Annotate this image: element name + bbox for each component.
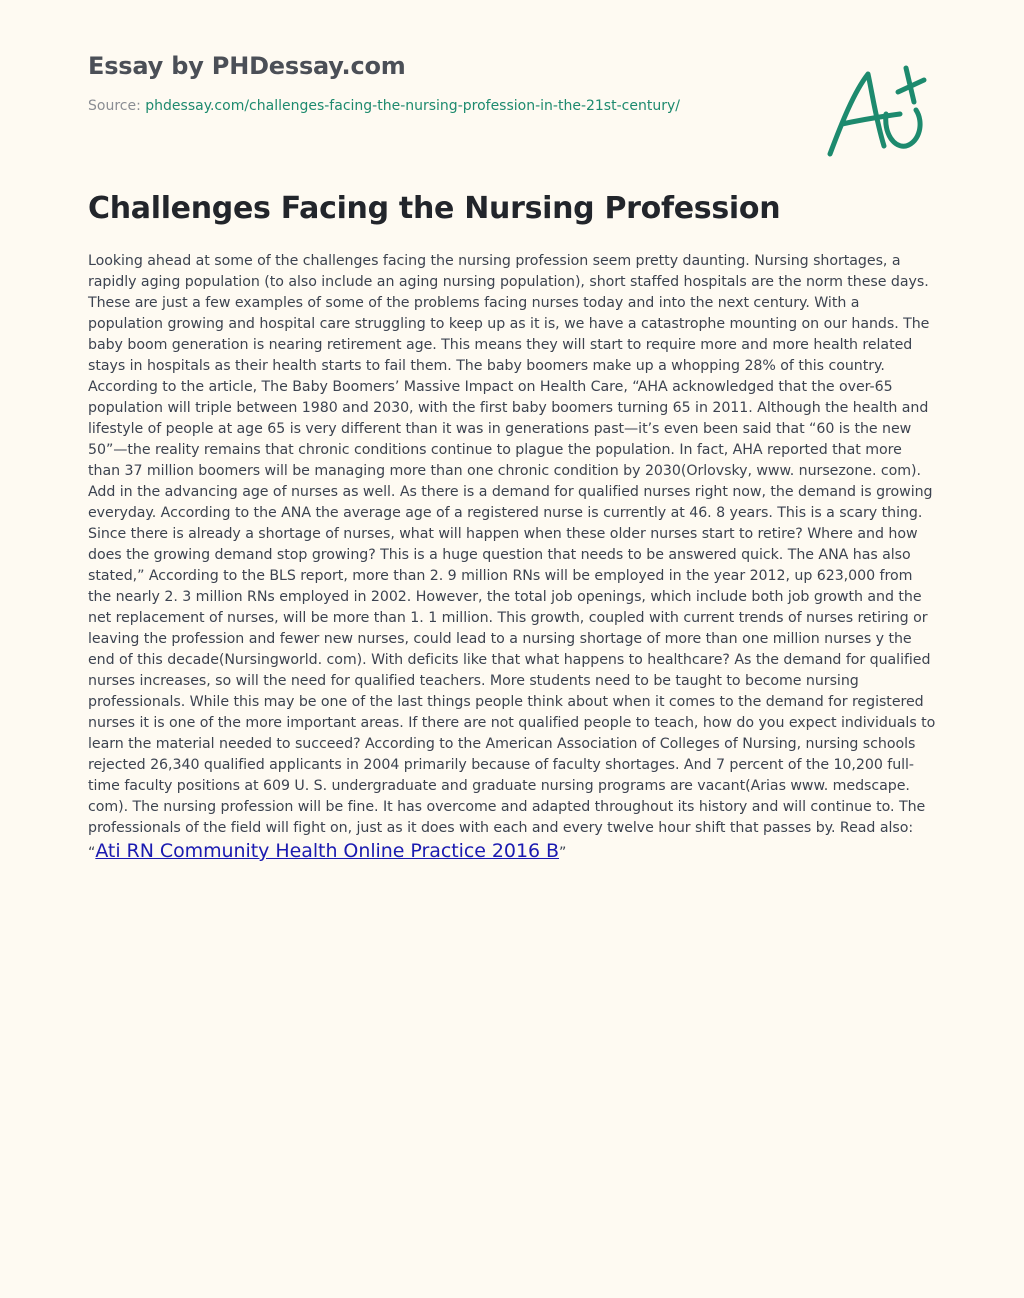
article-body bbox=[88, 251, 938, 864]
open-quote: “ bbox=[88, 845, 96, 861]
source-link[interactable]: phdessay.com/challenges-facing-the-nursing-profession-in-the-21st-century/ bbox=[145, 98, 680, 114]
related-essay-link[interactable]: Ati RN Community Health Online Practice 2016 B bbox=[95, 840, 560, 862]
a-plus-logo-icon bbox=[820, 62, 932, 162]
article-title: Challenges Facing the Nursing Profession bbox=[88, 191, 781, 226]
page-header bbox=[88, 48, 808, 116]
article-body-text: Looking ahead at some of the challenges facing the nursing profession seem pretty daunting. Nursing shortages, a rapidly aging population (to also include an aging nursing population), short staffed hospitals are the norm these days. These are just a few examples of some of the problems facing nurses today and into the next century. With a population growing and hospital care struggling to keep up as it is, we have a catastrophe mounting on our hands. The baby boom generation is nearing retirement age. This means they will start to require more and more health related stays in hospitals as their health starts to fail them. The baby boomers make up a whopping 28% of this country. According to the article, The Baby Boomers’ Massive Impact on Health Care, “AHA acknowledged that the over-65 population will triple between 1980 and 2030, with the first baby boomers turning 65 in 2011. Although the health and lifestyle of people at age 65 is very different than it was in generations past—it’s even been said that “60 is the new 50”—the reality remains that chronic conditions continue to plague the population. In fact, AHA reported that more than 37 million boomers will be managing more than one chronic condition by 2030(Orlovsky, www. nursezone. com). Add in the advancing age of nurses as well. As there is a demand for qualified nurses right now, the demand is growing everyday. According to the ANA the average age of a registered nurse is currently at 46. 8 years. This is a scary thing. Since there is already a shortage of nurses, what will happen when these older nurses start to retire? Where and how does the growing demand stop growing? This is a huge question that needs to be answered quick. The ANA has also stated,” According to the BLS report, more than 2. 9 million RNs will be employed in the year 2012, up 623,000 from the nearly 2. 3 million RNs employed in 2002. However, the total job openings, which include both job growth and the net replacement of nurses, will be more than 1. 1 million. This growth, coupled with current trends of nurses retiring or leaving the profession and fewer new nurses, could lead to a nursing shortage of more than one million nurses y the end of this decade(Nursingworld. com). With deficits like that what happens to healthcare? As the demand for qualified nurses increases, so will the need for qualified teachers. More students need to be taught to become nursing professionals. While this may be one of the last things people think about when it comes to the demand for registered nurses it is one of the more important areas. If there are not qualified people to teach, how do you expect individuals to learn the material needed to succeed? According to the American Association of Colleges of Nursing, nursing schools rejected 26,340 qualified applicants in 2004 primarily because of faculty shortages. And 7 percent of the 10,200 full-time faculty positions at 609 U. S. undergraduate and graduate nursing programs are vacant(Arias www. medscape. com). The nursing profession will be fine. It has overcome and adapted throughout its history and will continue to. The professionals of the field will fight on, just as it does with each and every twelve hour shift that passes by. Read also: bbox=[88, 253, 936, 836]
site-brand: Essay by PHDessay.com bbox=[88, 52, 406, 80]
source-label: Source: bbox=[88, 98, 141, 114]
close-quote: ” bbox=[559, 845, 567, 861]
source-line bbox=[88, 96, 808, 116]
